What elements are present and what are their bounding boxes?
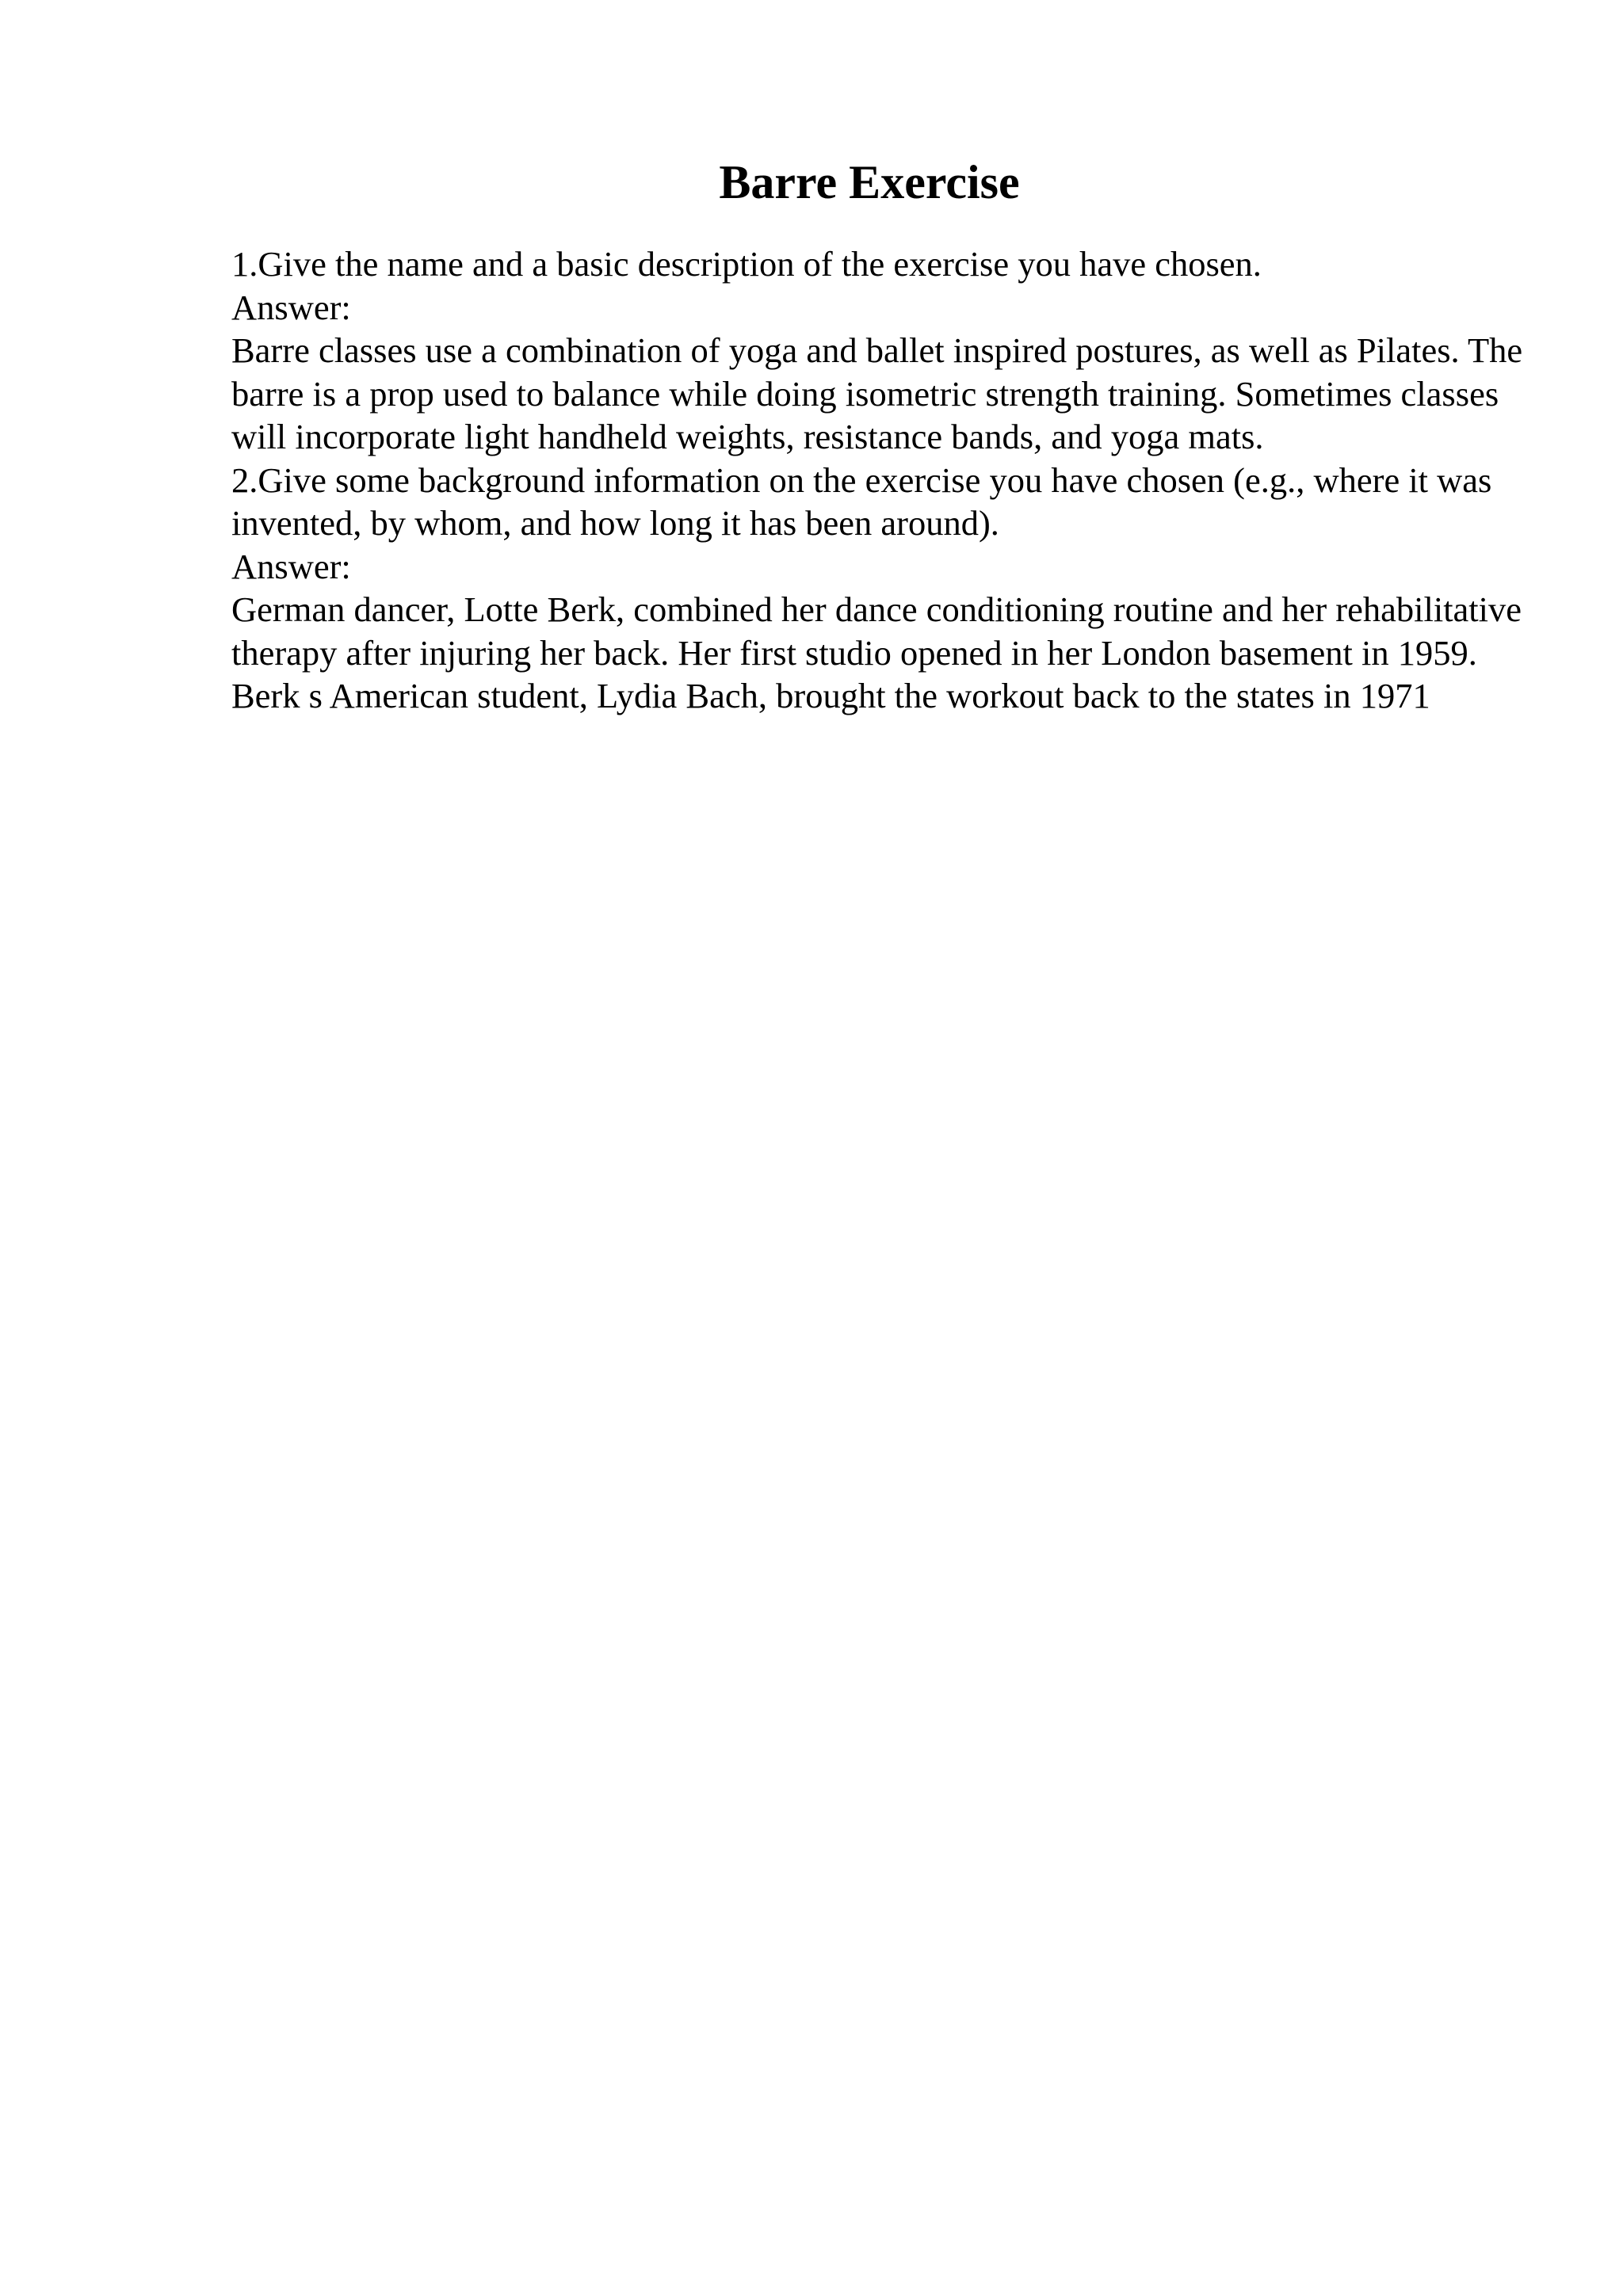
question-1: 1.Give the name and a basic description of the exercise you have chosen. — [231, 244, 1262, 284]
document-body — [231, 242, 1531, 718]
answer-1-label: Answer: — [231, 287, 351, 327]
question-2: 2.Give some background information on the exercise you have chosen (e.g., where it was invented, by whom, and how long it has been around). — [231, 460, 1492, 543]
answer-2-label: Answer: — [231, 546, 351, 586]
answer-1-text: Barre classes use a combination of yoga and ballet inspired postures, as well as Pilates. The barre is a prop used to balance while doing isometric strength training. Sometimes classes will incorporate light handheld weights, resistance bands, and yoga mats. — [231, 330, 1523, 456]
document-title: Barre Exercise — [719, 156, 1020, 208]
answer-2-text: German dancer, Lotte Berk, combined her dance conditioning routine and her rehabilitative therapy after injuring her back. Her first studio opened in her London basement in 1959. Berk s American student, Lydia Bach, brought the workout back to the states in 1971 — [231, 589, 1522, 715]
